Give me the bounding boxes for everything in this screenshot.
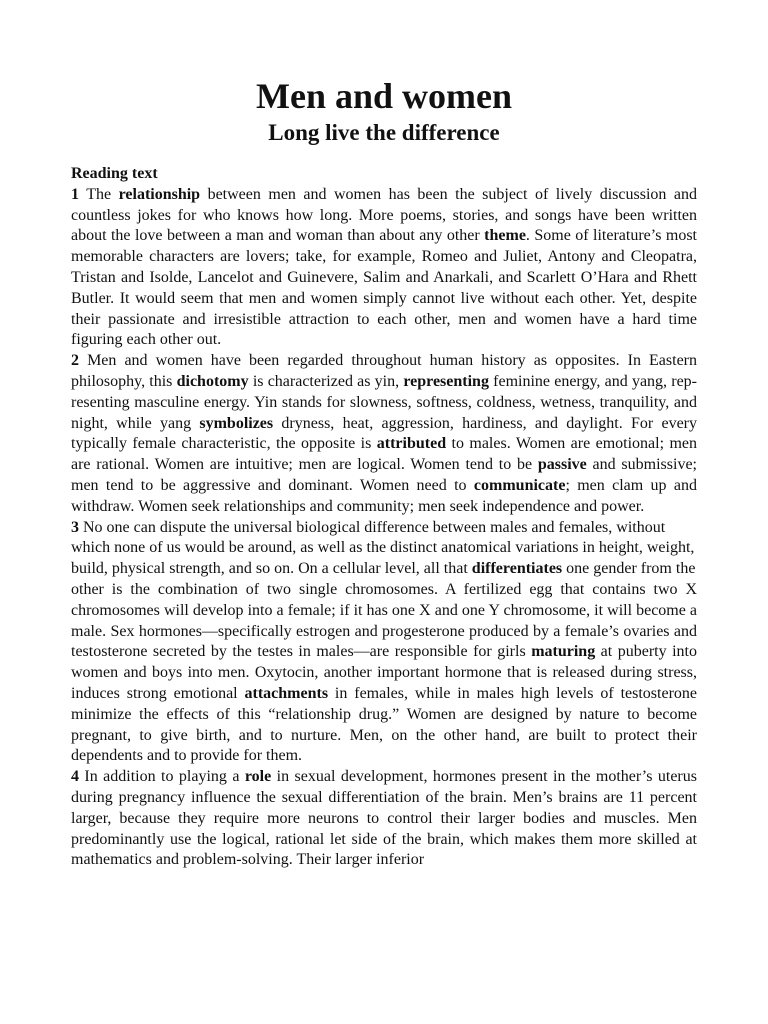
vocab-word: attributed xyxy=(376,435,447,453)
text-run: in sexual development, hormones present in the mother’s uterus during pregnancy influence the sexual differentiation of the brain. Men’s brains are 11 percent larger, because they require more neurons to control their larger bodies and muscles. Men predominantly use the logical, rational let side of the brain, which makes them more skilled at mathematics and problem-solving. Their larger inferior xyxy=(71,768,697,869)
page-title: Men and women xyxy=(255,76,512,116)
vocab-word: theme xyxy=(484,227,526,245)
paragraph-number: 4 xyxy=(71,768,79,786)
text-run: . Some of literature’s most memorable characters are lovers; take, for example, Romeo and Juliet, Antony and Cleopatra, Tristan and Isolde, Lancelot and Guinevere, Salim and Anarkali, and Scarlett O’Hara and Rhett Butler. It would seem that men and women simply cannot live without each other. Yet, despite their passionate and irresistible attraction to each other, men and women have a hard time figuring each other out. xyxy=(71,227,697,349)
section-label: Reading text xyxy=(71,165,158,182)
paragraph-2 xyxy=(71,351,697,517)
vocab-word: role xyxy=(244,768,272,786)
vocab-word: representing xyxy=(403,372,489,390)
vocab-word: relationship xyxy=(118,185,201,203)
text-run: and submissive; men tend to be aggressive and dominant. Women need to xyxy=(71,456,697,494)
text-run: In addition to playing a xyxy=(79,768,245,786)
text-run: is characterized as yin, xyxy=(248,372,404,390)
text-run: to males. Women are emotional; men are rational. Women are intuitive; men are logical. Women tend to be xyxy=(71,435,697,474)
page-subtitle: Long live the difference xyxy=(268,120,500,145)
vocab-word: maturing xyxy=(531,643,596,661)
vocab-word: attachments xyxy=(244,684,329,702)
text-run: other is the combination of two single chromosomes. A fertilized egg that contains two X chromosomes will develop into a female; if it has one X and one Y chromosome, it will become a male. Sex hormones—specifically estrogen and progesterone produced by a female’s ovaries and testosterone secreted by the testes in males—are responsible for girls xyxy=(71,580,697,661)
vocab-word: differentiates xyxy=(471,560,563,578)
paragraph-number: 1 xyxy=(71,185,79,203)
paragraph-3-continued xyxy=(71,580,697,767)
vocab-word: communicate xyxy=(473,476,566,494)
paragraph-3 xyxy=(71,518,697,580)
text-run: between men and women has been the subject of lively discussion and countless jokes for who knows how long. More poems, stories, and songs have been written about the love between a man and woman than about any other xyxy=(71,185,697,245)
text-run: at puberty into women and boys into men. Oxytocin, another important hormone that is released during stress, induces strong emotional xyxy=(71,643,697,702)
paragraph-number: 2 xyxy=(71,352,79,370)
paragraph-4 xyxy=(71,767,697,871)
text-run: No one can dispute the universal biological difference between males and females, without which none of us would be around, as well as the distinct anatomical variations in height, weight, build, physical strength, and so on. On a cellular level, all that xyxy=(71,518,695,578)
text-run: feminine energy, and yang, rep-resenting masculine energy. Yin stands for slowness, softness, coldness, wetness, tranquility, and night, while yang xyxy=(71,372,697,432)
text-run: dryness, heat, aggression, hardiness, and daylight. For every typically female characteristic, the opposite is xyxy=(71,414,697,453)
text-run: in females, while in males high levels of testosterone minimize the effects of this “relationship drug.” Women are designed by nature to become pregnant, to give birth, and to nurture. Men, on the other hand, are built to protect their dependents and to provide for them. xyxy=(71,684,697,765)
vocab-word: dichotomy xyxy=(176,372,249,390)
vocab-word: symbolizes xyxy=(199,414,274,432)
vocab-word: passive xyxy=(537,456,587,474)
text-run: ; men clam up and withdraw. Women seek relationships and community; men seek independence and power. xyxy=(71,476,698,515)
paragraph-number: 3 xyxy=(71,518,79,536)
text-run: Men and women have been regarded throughout human history as opposites. In Eastern philosophy, this xyxy=(71,352,697,390)
text-run: one gender from the xyxy=(562,560,696,578)
text-run: The xyxy=(79,185,119,203)
paragraph-1 xyxy=(71,185,697,351)
